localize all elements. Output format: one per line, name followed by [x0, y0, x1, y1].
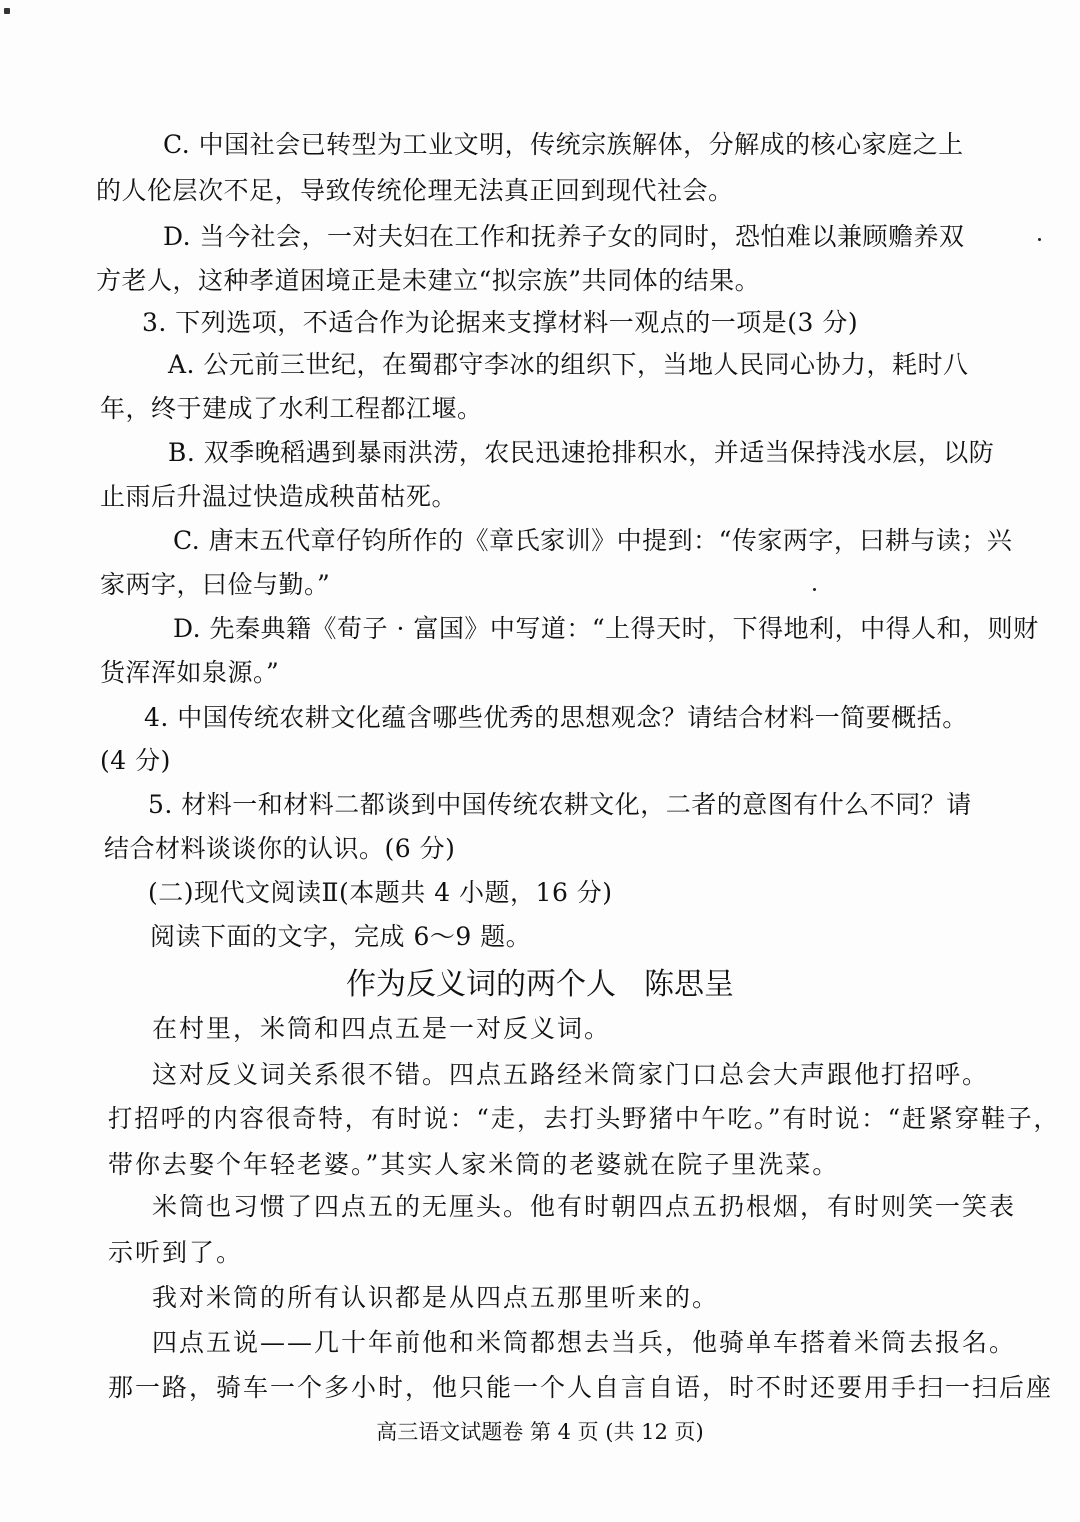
- option-d-q3-line1: D. 先秦典籍《荀子 · 富国》中写道：“上得天时，下得地利，中得人和，则财: [173, 614, 1039, 643]
- option-d-q2-line1: D. 当今社会，一对夫妇在工作和抚养子女的同时，恐怕难以兼顾赡养双: [163, 222, 965, 251]
- option-c-q3-line2: 家两字，曰俭与勤。”: [100, 570, 331, 599]
- question-4-line2: (4 分): [100, 746, 171, 775]
- option-d-q3-line2: 货浑浑如泉源。”: [100, 658, 280, 687]
- option-c-q3-line1: C. 唐末五代章仔钧所作的《章氏家训》中提到：“传家两字，曰耕与读；兴: [173, 526, 1013, 555]
- story-paragraph-3-line1: 米筒也习惯了四点五的无厘头。他有时朝四点五扔根烟，有时则笑一笑表: [152, 1192, 1017, 1221]
- question-5-line2: 结合材料谈谈你的认识。(6 分): [104, 834, 456, 863]
- story-paragraph-1: 在村里，米筒和四点五是一对反义词。: [152, 1014, 612, 1043]
- scan-speck: [813, 588, 816, 591]
- story-author: 陈思呈: [644, 967, 734, 1002]
- story-paragraph-4: 我对米筒的所有认识都是从四点五那里听来的。: [152, 1283, 720, 1312]
- story-paragraph-2-line3: 带你去娶个年轻老婆。”其实人家米筒的老婆就在院子里洗菜。: [108, 1150, 840, 1179]
- option-c-q2-line1: C. 中国社会已转型为工业文明，传统宗族解体，分解成的核心家庭之上: [163, 130, 964, 159]
- story-paragraph-2-line2: 打招呼的内容很奇特，有时说：“走，去打头野猪中午吃。”有时说：“赶紧穿鞋子，: [108, 1104, 1060, 1133]
- question-3: 3. 下列选项，不适合作为论据来支撑材料一观点的一项是(3 分): [142, 308, 859, 337]
- option-d-q2-line2: 方老人，这种孝道困境正是未建立“拟宗族”共同体的结果。: [96, 266, 761, 295]
- story-title-line: [0, 965, 1080, 1005]
- question-4-line1: 4. 中国传统农耕文化蕴含哪些优秀的思想观念？请结合材料一简要概括。: [144, 703, 968, 732]
- option-b-q3-line1: B. 双季晚稻遇到暴雨洪涝，农民迅速抢排积水，并适当保持浅水层，以防: [168, 438, 995, 467]
- question-5-line1: 5. 材料一和材料二都谈到中国传统农耕文化，二者的意图有什么不同？请: [148, 790, 972, 819]
- option-b-q3-line2: 止雨后升温过快造成秧苗枯死。: [100, 482, 458, 511]
- story-title: 作为反义词的两个人: [346, 967, 616, 1002]
- section-heading: (二)现代文阅读Ⅱ(本题共 4 小题，16 分): [148, 878, 613, 907]
- section-instructions: 阅读下面的文字，完成 6～9 题。: [150, 922, 532, 951]
- scan-mark: [4, 8, 10, 14]
- story-paragraph-5-line2: 那一路，骑车一个多小时，他只能一个人自言自语，时不时还要用手扫一扫后座: [108, 1373, 1054, 1402]
- page-footer: 高三语文试题卷 第 4 页 (共 12 页): [376, 1420, 704, 1444]
- story-paragraph-3-line2: 示听到了。: [108, 1238, 244, 1267]
- option-a-q3-line2: 年，终于建成了水利工程都江堰。: [100, 394, 483, 423]
- option-c-q2-line2: 的人伦层次不足，导致传统伦理无法真正回到现代社会。: [96, 176, 734, 205]
- option-a-q3-line1: A. 公元前三世纪，在蜀郡守李冰的组织下，当地人民同心协力，耗时八: [168, 350, 969, 379]
- story-paragraph-2-line1: 这对反义词关系很不错。四点五路经米筒家门口总会大声跟他打招呼。: [152, 1060, 990, 1089]
- scan-speck: [1038, 238, 1041, 241]
- story-paragraph-5-line1: 四点五说——几十年前他和米筒都想去当兵，他骑单车搭着米筒去报名。: [152, 1328, 1017, 1357]
